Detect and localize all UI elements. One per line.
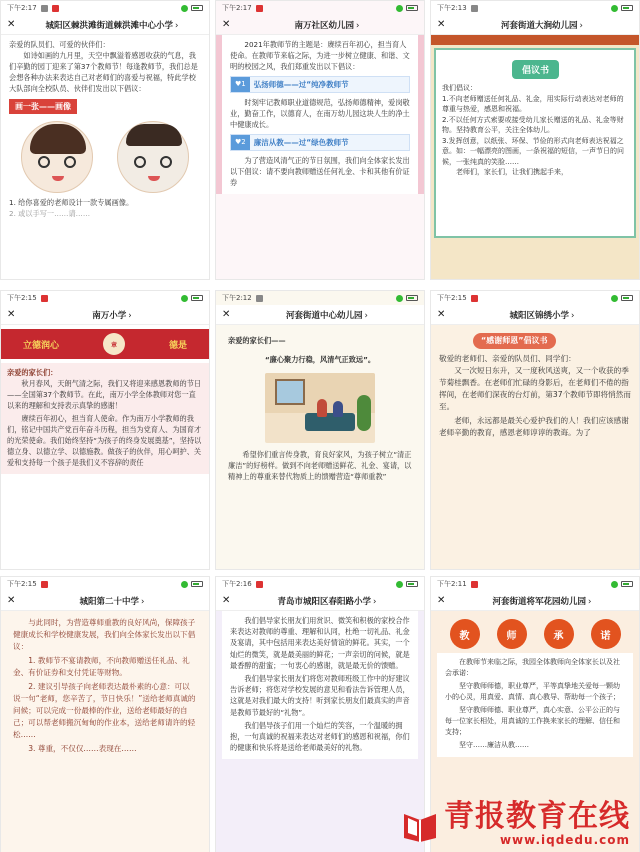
status-bar bbox=[431, 291, 639, 305]
heading-char: 诺 bbox=[591, 619, 621, 649]
paragraph: 秋月春风，天朗气清之际，我们又将迎来感恩教师的节日——全国第37个教师节。在此，南万小学全体教师对您一直以来的理解和支持表示真挚的感谢！ bbox=[7, 379, 202, 410]
status-bar bbox=[216, 577, 424, 591]
proposal-badge: 倡议书 bbox=[512, 60, 559, 79]
article-body bbox=[216, 35, 424, 194]
proposal-panel bbox=[434, 48, 636, 238]
title-bar bbox=[431, 305, 639, 325]
status-time: 下午2:11 bbox=[437, 580, 467, 588]
status-time: 下午2:15 bbox=[7, 294, 37, 302]
chevron-right-icon[interactable]: › bbox=[579, 20, 583, 31]
app-icon bbox=[41, 581, 48, 588]
battery-icon bbox=[621, 581, 633, 587]
panel-no20-middle-school bbox=[0, 576, 210, 852]
chevron-right-icon[interactable]: › bbox=[128, 310, 132, 321]
chevron-right-icon[interactable]: › bbox=[373, 596, 377, 607]
greeting: 亲爱的家长们—— bbox=[228, 336, 286, 345]
status-time: 下午2:12 bbox=[222, 294, 252, 302]
list-item: 2.不以任何方式索要或接受幼儿家长赠送的礼品、礼金等财物。坚持教育公平，关注全体幼儿。 bbox=[442, 115, 624, 134]
status-bar bbox=[1, 291, 209, 305]
panel-dajian-kindergarten bbox=[430, 0, 640, 280]
paragraph: 又一次短日东升，又一度秋风送爽，又一个收获的季节菊桂飘香。在老师们忙碌的身影后，在老师们不倦的指挥间，在老师们深夜的台灯前，第37个教师节即将悄然而至。 bbox=[439, 366, 631, 411]
item-number: ♥1 bbox=[231, 77, 250, 92]
heading-char: 师 bbox=[497, 619, 527, 649]
battery-icon bbox=[621, 5, 633, 11]
article-body bbox=[437, 653, 633, 757]
close-icon[interactable]: ✕ bbox=[222, 309, 231, 320]
status-time: 下午2:16 bbox=[222, 580, 252, 588]
chevron-right-icon[interactable]: › bbox=[571, 310, 575, 321]
status-bar bbox=[431, 577, 639, 591]
close-icon[interactable]: ✕ bbox=[222, 19, 231, 30]
account-title[interactable]: 城阳区棘洪滩街道棘洪滩中心小学 bbox=[45, 20, 174, 31]
status-time: 下午2:17 bbox=[7, 4, 37, 12]
battery-icon bbox=[191, 295, 203, 301]
teacher-portrait-male bbox=[117, 121, 189, 193]
battery-icon bbox=[191, 581, 203, 587]
app-icon bbox=[256, 581, 263, 588]
paragraph: 老师，永远都是最关心爱护我们的人！我们应该感谢老师辛勤的教育，感恩老师谆谆的教诲。为了 bbox=[439, 416, 629, 437]
title-bar bbox=[216, 305, 424, 325]
chevron-right-icon[interactable]: › bbox=[175, 20, 179, 31]
status-time: 下午2:13 bbox=[437, 4, 467, 12]
list-item: 3.发挥创意，以纸张、环保、节俭的形式向老师表达祝福之意。如：一幅漂亮的图画，一条祝福的短信，一声节日的问候，一张纯真的笑脸…… bbox=[442, 136, 624, 166]
app-icon bbox=[41, 295, 48, 302]
title-bar bbox=[1, 305, 209, 325]
wifi-icon bbox=[181, 295, 188, 302]
close-icon[interactable]: ✕ bbox=[437, 309, 446, 320]
status-bar bbox=[1, 1, 209, 15]
wifi-icon bbox=[611, 5, 618, 12]
book-logo-icon bbox=[400, 804, 440, 844]
paragraph: 老师们，家长们，让我们携起手来， bbox=[456, 168, 568, 176]
battery-icon bbox=[406, 295, 418, 301]
heading-char: 承 bbox=[544, 619, 574, 649]
status-bar bbox=[431, 1, 639, 15]
header-stripe bbox=[431, 35, 639, 45]
slogan: “廉心聚力行稳，风清气正致远”。 bbox=[264, 355, 376, 364]
notification-icon bbox=[256, 295, 263, 302]
account-title[interactable]: 南万社区幼儿园 bbox=[294, 20, 355, 31]
status-bar bbox=[216, 291, 424, 305]
paragraph: 我们倡导家长朋友们将您对教师班级工作中的好建议告诉老师；将您对学校发展的意见和看法告诉管理人员，这就是对我们最大的支持！听到家长朋友们最真实的声音是教师节最好的“礼物”。 bbox=[230, 674, 410, 717]
battery-icon bbox=[621, 295, 633, 301]
paragraph: 坚守……廉洁从教…… bbox=[459, 741, 529, 749]
wifi-icon bbox=[611, 295, 618, 302]
close-icon[interactable]: ✕ bbox=[437, 19, 446, 30]
chevron-right-icon[interactable]: › bbox=[588, 596, 592, 607]
panel-nanwan-primary bbox=[0, 290, 210, 570]
greeting: 亲爱的队员们、可爱的伙伴们： bbox=[9, 40, 110, 49]
close-icon[interactable]: ✕ bbox=[7, 19, 16, 30]
paragraph: 希望你们重言传身教，育良好家风，为孩子树立“清正廉洁”的好榜样。做到不向老师赠送鲜花、礼金、宴请，以精神上的尊重来替代物质上的馈赠营造“尊师重教” bbox=[228, 450, 412, 481]
article-body bbox=[1, 611, 209, 763]
panel-jinxiu-primary bbox=[430, 290, 640, 570]
title-bar bbox=[216, 591, 424, 611]
notification-icon bbox=[41, 5, 48, 12]
proposal-badge: “感谢师恩”倡议书 bbox=[473, 333, 556, 349]
teacher-portrait-female bbox=[21, 121, 93, 193]
account-title[interactable]: 南万小学 bbox=[92, 310, 127, 321]
status-bar bbox=[1, 577, 209, 591]
article-body bbox=[442, 83, 628, 178]
app-icon bbox=[471, 295, 478, 302]
chevron-right-icon[interactable]: › bbox=[141, 596, 145, 607]
greeting: 敬爱的老师们、亲爱的队员们、同学们： bbox=[439, 354, 576, 363]
close-icon[interactable]: ✕ bbox=[437, 595, 446, 606]
paragraph: 我们倡导家长朋友们用赏识、微笑和积极的家校合作来表达对教师的尊重、理解和认同，杜绝一切礼品、礼金及宴请，其中包括用来表达美好情谊的鲜花。其实，一个灿烂的微笑，就是最美丽的鲜花；一声亲切的问候，就是最香醇的甜蜜；一句衷心的感谢，就是最无价的馈赠。 bbox=[230, 616, 410, 670]
list-item: 1. 给你喜爱的老师设计一款专属画像。 bbox=[9, 198, 134, 207]
battery-icon bbox=[406, 581, 418, 587]
brand-url: www.iqdedu.com bbox=[499, 833, 630, 847]
paragraph: 赓续百年初心，担当育人使命。作为南万小学教师的我们，铭记中国共产党百年奋斗历程，担当为党育人、为国育才的光荣使命。我们始终坚持“为孩子的终身发展奠基”，坚持以德立身、以德立学、以德施教。做孩子的伙伴，用心呵护、关爱和支持每一个孩子是我们义不容辞的责任 bbox=[7, 414, 202, 467]
panel-chunyang-road-primary bbox=[215, 576, 425, 852]
account-title[interactable]: 城阳区锦绣小学 bbox=[509, 310, 570, 321]
banner-text-right: 德是 bbox=[168, 340, 187, 351]
list-item: 1.不向老师赠送任何礼品、礼金，用实际行动表达对老师的尊重与热爱，感恩和祝福。 bbox=[442, 94, 624, 113]
header-banner bbox=[1, 329, 209, 359]
list-item: 2. 或以手写一……请…… bbox=[9, 209, 91, 218]
heading-char: 教 bbox=[450, 619, 480, 649]
paragraph: 时刻牢记教师职业道德规范，弘扬师德精神，爱岗敬业，勤奋工作，以德育人，在南万幼儿园这块人生的净土中健康成长。 bbox=[230, 98, 410, 129]
status-time: 下午2:15 bbox=[437, 294, 467, 302]
wifi-icon bbox=[396, 5, 403, 12]
close-icon[interactable]: ✕ bbox=[222, 595, 231, 606]
item-title: 弘扬师德——过“纯净教师节 bbox=[253, 79, 349, 89]
item-number: ♥2 bbox=[231, 135, 250, 150]
app-icon bbox=[52, 5, 59, 12]
battery-icon bbox=[191, 5, 203, 11]
battery-icon bbox=[406, 5, 418, 11]
item-heading bbox=[230, 134, 410, 151]
wifi-icon bbox=[396, 581, 403, 588]
section-heading: 画一张——画像 bbox=[9, 99, 77, 114]
wifi-icon bbox=[181, 581, 188, 588]
status-bar bbox=[216, 1, 424, 15]
wifi-icon bbox=[611, 581, 618, 588]
close-icon[interactable]: ✕ bbox=[7, 595, 16, 606]
chevron-right-icon[interactable]: › bbox=[364, 310, 368, 321]
chevron-right-icon[interactable]: › bbox=[356, 20, 360, 31]
item-title: 廉洁从教——过“绿色教师节 bbox=[253, 137, 349, 147]
list-item: 3. 尊重，不仅仅……表现在…… bbox=[28, 744, 137, 753]
panel-nanwan-kindergarten bbox=[215, 0, 425, 280]
paragraph: 2021年教师节的主题是：赓续百年初心，担当育人使命。在教师节来临之际，为进一步树立健康、和谐、文明的校园之风，我们郑重发出以下倡议： bbox=[230, 40, 410, 71]
paragraph: 为了营造风清气正的节日氛围，我们向全体家长发出以下倡议：请不要向教师赠送任何礼金、卡和其他有价证券 bbox=[230, 156, 410, 187]
account-title[interactable]: 城阳第二十中学 bbox=[79, 596, 140, 607]
brand-name: 青报教育在线 bbox=[444, 799, 630, 834]
list-item: 2. 建议引导孩子向老师表达最朴素的心意：可以说一句“老师，您辛苦了，节日快乐！”送给老师真诚的问候；可以完成一份最棒的作业，送给老师最好的自己；可以帮老师搬沉甸甸的作业本，送给老师请许的轻松…… bbox=[13, 682, 196, 739]
title-bar bbox=[1, 15, 209, 35]
app-icon bbox=[471, 581, 478, 588]
list-item: 1. 教师节不宴请教师，不向教师赠送任礼品、礼金、有价证券和支付凭证等财物。 bbox=[13, 656, 190, 677]
title-bar bbox=[431, 591, 639, 611]
watermark-logo bbox=[400, 798, 636, 850]
panel-hetao-central-kindergarten bbox=[215, 290, 425, 570]
paragraph: 坚守教师师德，职业尊严，平等真挚地关爱每一颗幼小的心灵，用真爱、真情、真心教导、帮助每一个孩子； bbox=[445, 682, 620, 701]
wifi-icon bbox=[396, 295, 403, 302]
paragraph: 在教师节来临之际，我园全体教师向全体家长以及社会承诺： bbox=[445, 658, 620, 677]
account-title[interactable]: 河套街道将军花园幼儿园 bbox=[492, 596, 587, 607]
notification-icon bbox=[471, 5, 478, 12]
article-body bbox=[222, 611, 418, 759]
school-seal: 章 bbox=[103, 333, 125, 355]
paragraph: 如诗如画的九月里，天空中飘溢着感恩收获的气息，我们辛勤的园丁迎来了第37个教师节！每逢教师节，我们总是会想各种办法来表达自己对老师们的喜爱与祝福，特此学校大队部向全校队员、伙伴们发出以下倡议： bbox=[9, 51, 198, 93]
family-illustration bbox=[265, 373, 375, 443]
article-body bbox=[1, 363, 209, 474]
banner-text-left: 立德润心 bbox=[22, 340, 59, 351]
app-icon bbox=[256, 5, 263, 12]
paragraph: 坚守教师师德、职业尊严，真心实意、公平公正的与每一位家长相处，用真诚的工作换来家长的理解、信任和支持； bbox=[445, 706, 620, 736]
commitment-heading bbox=[431, 611, 639, 653]
paragraph: 与此同时，为营造尊师重教的良好风尚，保障孩子健康成长和学校健康发展，我们向全体家长发出以下倡议： bbox=[13, 618, 196, 651]
account-title[interactable]: 河套街道大涧幼儿园 bbox=[501, 20, 578, 31]
greeting: 亲爱的家长们： bbox=[7, 368, 58, 377]
account-title[interactable]: 河套街道中心幼儿园 bbox=[286, 310, 363, 321]
title-bar bbox=[431, 15, 639, 35]
article-body bbox=[431, 325, 639, 445]
item-heading bbox=[230, 76, 410, 93]
wifi-icon bbox=[181, 5, 188, 12]
portrait-illustrations bbox=[9, 121, 201, 193]
status-time: 下午2:17 bbox=[222, 4, 252, 12]
title-bar bbox=[216, 15, 424, 35]
greeting: 我们倡议： bbox=[442, 84, 477, 92]
account-title[interactable]: 青岛市城阳区春阳路小学 bbox=[277, 596, 372, 607]
title-bar bbox=[1, 591, 209, 611]
article-body bbox=[1, 35, 209, 223]
article-body bbox=[216, 325, 424, 494]
panel-jihongtan bbox=[0, 0, 210, 280]
status-time: 下午2:15 bbox=[7, 580, 37, 588]
paragraph: 我们倡导孩子们用一个灿烂的笑容，一个温暖的拥抱，一句真诚的祝福来表达对老师们的感恩和祝福，你们的健康和快乐将是送给老师最美好的礼物。 bbox=[230, 720, 410, 753]
close-icon[interactable]: ✕ bbox=[7, 309, 16, 320]
